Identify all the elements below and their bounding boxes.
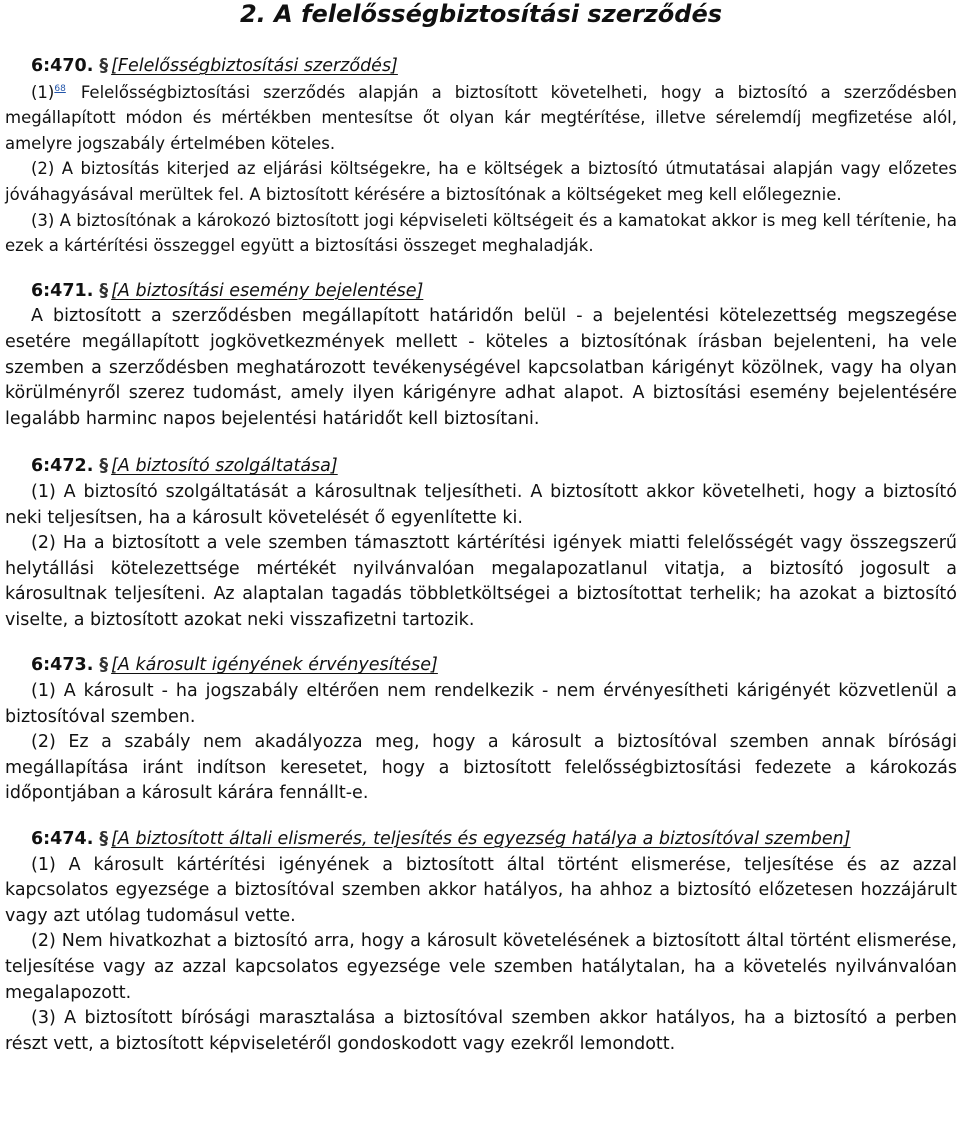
section-6-474 xyxy=(5,827,957,1057)
section-title-link[interactable]: [Felelősségbiztosítási szerződés] xyxy=(111,56,398,76)
paragraph: (3) A biztosítónak a károkozó biztosított jogi képviseleti költségeit és a kamatokat akkor is meg kell térítenie, ha ezek a kártérítési összeggel együtt a biztosítási összeget meghaladják. xyxy=(5,210,957,256)
section-6-470 xyxy=(5,54,957,259)
paragraph-prefix: (1) xyxy=(31,82,55,102)
section-number: 6:471. xyxy=(31,280,94,301)
section-title-link[interactable]: [A biztosító szolgáltatása] xyxy=(111,456,338,477)
paragraph: (2) Ez a szabály nem akadályozza meg, hogy a károsult a biztosítóval szemben annak bírósági megállapítása iránt indítson keresetet, hogy a biztosított felelősségbiztosítási fedezete a károkozás időpontjában a károsult kárára fennállt-e. xyxy=(5,732,957,804)
section-6-473 xyxy=(5,653,957,807)
section-sign-icon: § xyxy=(99,829,109,850)
section-title-link[interactable]: [A károsult igényének érvényesítése] xyxy=(111,655,438,676)
section-sign-icon: § xyxy=(99,655,109,676)
section-heading xyxy=(5,827,957,853)
paragraph: (3) A biztosított bírósági marasztalása a biztosítóval szemben akkor hatályos, ha a biztosító a perben részt vett, a biztosított képviseletéről gondoskodott vagy ezekről lemondott. xyxy=(5,1008,957,1054)
paragraph-text: Felelősségbiztosítási szerződés alapján a biztosított követelheti, hogy a biztosító a szerződésben megállapított módon és mértékben mentesítse őt olyan kár megtérítése, illetve sérelemdíj megfizetése alól, amelyre jogszabály értelmében köteles. xyxy=(5,82,957,153)
paragraph: (1) A károsult kártérítési igényének a biztosított által történt elismerése, teljesítése és az azzal kapcsolatos egyezsége a biztosítóval szemben akkor hatályos, ha ahhoz a biztosító előzetesen hozzájárult vagy azt utólag tudomásul vette. xyxy=(5,854,957,926)
section-heading xyxy=(5,279,957,305)
section-number: 6:470. xyxy=(31,56,94,76)
section-heading xyxy=(5,54,957,80)
paragraph: A biztosított a szerződésben megállapított határidőn belül - a bejelentési kötelezettség megszegése esetére megállapított jogkövetkezmények mellett - köteles a biztosítónak írásban bejelenteni, ha vele szemben a szerződésben meghatározott tevékenységével kapcsolatban kárigényt közölnek, vagy ha olyan körülményről szerez tudomást, amely ilyen kárigényre adhat alapot. A biztosítási esemény bejelentésére legalább harminc napos bejelentési határidőt kell biztosítani. xyxy=(5,306,957,429)
section-sign-icon: § xyxy=(99,456,109,477)
section-6-472 xyxy=(5,454,957,633)
section-sign-icon: § xyxy=(99,280,109,301)
paragraph: (2) Ha a biztosított a vele szemben támasztott kártérítési igények miatti felelősségét vagy összegszerű helytállási kötelezettsége mértékét nyilvánvalóan megalapozatlanul vitatja, a biztosító jogosult a károsultnak teljesíteni. Az alaptalan tagadás többletköltségei a biztosítottat terhelik; ha azokat a biztosító viselte, a biztosított azokat neki visszafizetni tartozik. xyxy=(5,533,957,630)
paragraph: (1) A károsult - ha jogszabály eltérően nem rendelkezik - nem érvényesítheti kárigényét közvetlenül a biztosítóval szemben. xyxy=(5,681,957,727)
section-title-link[interactable]: [A biztosított általi elismerés, teljesítés és egyezség hatálya a biztosítóval szemben] xyxy=(111,829,851,850)
paragraph: (2) Nem hivatkozhat a biztosító arra, hogy a károsult követelésének a biztosított által történt elismerése, teljesítése vagy az azzal kapcsolatos egyezsége vele szemben hatálytalan, ha a követelés nyilvánvalóan megalapozott. xyxy=(5,931,957,1003)
section-6-471 xyxy=(5,279,957,433)
section-number: 6:472. xyxy=(31,456,94,477)
section-number: 6:474. xyxy=(31,829,94,850)
section-title-link[interactable]: [A biztosítási esemény bejelentése] xyxy=(111,280,424,301)
chapter-title: 2. A felelősségbiztosítási szerződés xyxy=(239,0,722,28)
section-number: 6:473. xyxy=(31,655,94,676)
section-heading xyxy=(5,454,957,480)
paragraph: (2) A biztosítás kiterjed az eljárási költségekre, ha e költségek a biztosító útmutatásai alapján vagy előzetes jóváhagyásával merültek fel. A biztosított kérésére a biztosítónak a költségeket meg kell előlegeznie. xyxy=(5,159,957,204)
section-heading xyxy=(5,653,957,679)
footnote-link[interactable]: 68 xyxy=(54,83,66,94)
paragraph: (1) A biztosító szolgáltatását a károsultnak teljesítheti. A biztosított akkor követelheti, hogy a biztosító neki teljesítsen, ha a károsult követelését ő egyenlítette ki. xyxy=(5,481,957,528)
paragraph xyxy=(5,80,957,157)
section-sign-icon: § xyxy=(99,56,109,76)
